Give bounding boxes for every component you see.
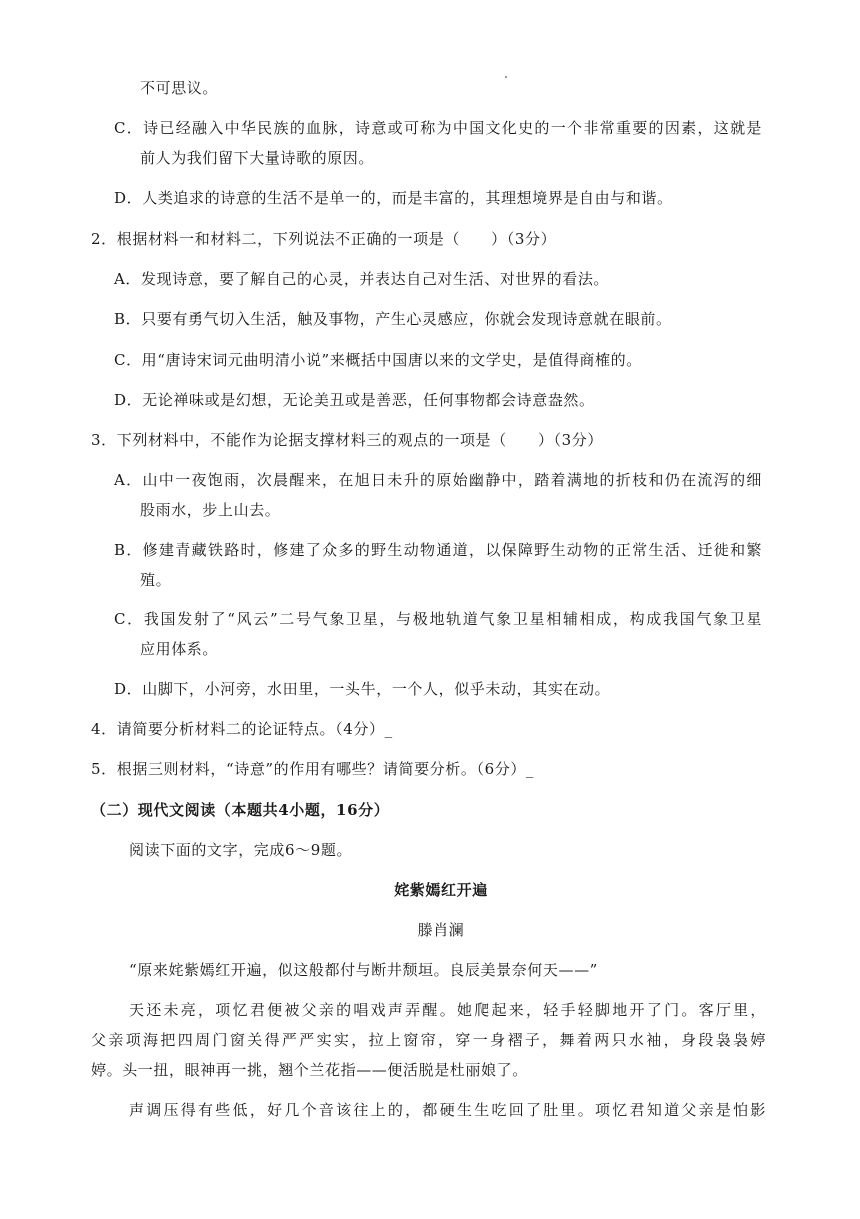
q4-stem: 4．请简要分析材料二的论证特点。（4分）_ <box>91 720 393 738</box>
q2-option-d: D．无论禅味或是幻想，无论美丑或是善恶，任何事物都会诗意盎然。 <box>114 391 595 409</box>
q2-option-b: B．只要有勇气切入生活，触及事物，产生心灵感应，你就会发现诗意就在眼前。 <box>114 310 672 328</box>
q1-option-c-line1: C．诗已经融入中华民族的血脉，诗意或可称为中国文化史的一个非常重要的因素，这就是 <box>114 119 762 137</box>
article-para1: “原来姹紫嫣红开遍，似这般都付与断井颓垣。良辰美景奈何天——” <box>129 961 598 979</box>
q2-option-a: A．发现诗意，要了解自己的心灵，并表达自己对生活、对世界的看法。 <box>114 270 610 288</box>
q3-option-a-line2: 股雨水，步上山去。 <box>140 501 281 519</box>
q3-option-b-line1: B．修建青藏铁路时，修建了众多的野生动物通道，以保障野生动物的正常生活、迁徙和繁 <box>114 541 762 559</box>
q1-option-c-line2: 前人为我们留下大量诗歌的原因。 <box>140 149 375 167</box>
q2-option-c: C．用“唐诗宋词元曲明清小说”来概括中国唐以来的文学史，是值得商榷的。 <box>114 351 642 369</box>
article-para2-line1: 天还未亮，项忆君便被父亲的唱戏声弄醒。她爬起来，轻手轻脚地开了门。客厅里， <box>129 1001 766 1019</box>
q3-option-d: D．山脚下，小河旁，水田里，一头牛，一个人，似乎未动，其实在动。 <box>114 680 611 698</box>
article-title: 姹紫嫣红开遍 <box>394 881 488 899</box>
q3-option-a-line1: A．山中一夜饱雨，次晨醒来，在旭日未升的原始幽静中，踏着满地的折枝和仍在流泻的细 <box>114 471 762 489</box>
q1-continuation: 不可思议。 <box>140 79 219 97</box>
q5-stem: 5．根据三则材料，“诗意”的作用有哪些？请简要分析。（6分）_ <box>91 760 535 778</box>
q3-option-b-line2: 殖。 <box>140 571 172 589</box>
article-author: 滕肖澜 <box>417 921 465 939</box>
q3-option-c-line1: C．我国发射了“风云”二号气象卫星，与极地轨道气象卫星相辅相成，构成我国气象卫星 <box>114 610 762 628</box>
q3-stem: 3．下列材料中，不能作为论据支撑材料三的观点的一项是（ ）（3分） <box>91 431 603 449</box>
section2-instruction: 阅读下面的文字，完成6～9题。 <box>129 841 353 859</box>
q2-stem: 2．根据材料一和材料二，下列说法不正确的一项是（ ）（3分） <box>91 230 557 248</box>
scan-dot <box>505 76 507 78</box>
q1-option-d: D．人类追求的诗意的生活不是单一的，而是丰富的，其理想境界是自由与和谐。 <box>114 189 673 207</box>
q3-option-c-line2: 应用体系。 <box>140 640 219 658</box>
article-para2-line2: 父亲项海把四周门窗关得严严实实，拉上窗帘，穿一身褶子，舞着两只水袖，身段袅袅婷 <box>91 1031 766 1049</box>
section2-heading: （二）现代文阅读（本题共4小题，16分） <box>91 801 390 819</box>
article-para2-line3: 婷。头一扭，眼神再一挑，翘个兰花指——便活脱是杜丽娘了。 <box>91 1061 528 1079</box>
article-para3-line1: 声调压得有些低，好几个音该往上的，都硬生生吃回了肚里。项忆君知道父亲是怕影 <box>129 1101 766 1119</box>
